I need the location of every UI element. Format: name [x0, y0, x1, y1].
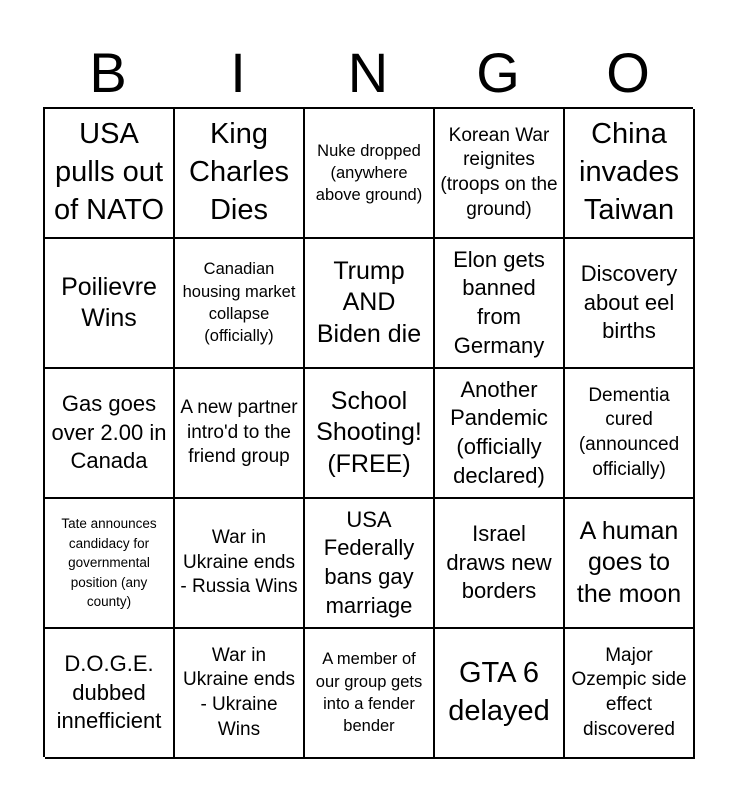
bingo-cell[interactable]	[45, 109, 175, 239]
bingo-cell[interactable]	[175, 629, 305, 759]
bingo-cell[interactable]	[175, 369, 305, 499]
header-letter-g: G	[476, 41, 520, 104]
cell-text: A new partner intro'd to the friend group	[180, 396, 298, 468]
bingo-cell[interactable]	[305, 629, 435, 759]
cell-text: Israel draws new borders	[446, 521, 552, 604]
bingo-cell[interactable]	[435, 369, 565, 499]
bingo-cell[interactable]	[565, 369, 695, 499]
bingo-header	[43, 42, 693, 104]
cell-text: A human goes to the moon	[576, 517, 682, 608]
bingo-cell[interactable]	[175, 109, 305, 239]
bingo-cell[interactable]	[435, 109, 565, 239]
cell-text: War in Ukraine ends - Russia Wins	[180, 526, 298, 598]
cell-text: Korean War reignites (troops on the ground)	[440, 124, 558, 220]
bingo-cell[interactable]	[435, 499, 565, 629]
bingo-cell[interactable]	[175, 499, 305, 629]
cell-text: China invades Taiwan	[579, 118, 679, 226]
bingo-cell[interactable]	[565, 239, 695, 369]
bingo-cell[interactable]	[305, 109, 435, 239]
header-letter-b: B	[89, 41, 127, 104]
cell-text: King Charles Dies	[189, 118, 289, 226]
bingo-cell[interactable]	[305, 369, 435, 499]
cell-text: School Shooting! (FREE)	[316, 387, 422, 478]
bingo-cell[interactable]	[435, 239, 565, 369]
cell-text: War in Ukraine ends - Ukraine Wins	[183, 644, 295, 740]
cell-text: Canadian housing market collapse (officially)	[182, 260, 296, 346]
cell-text: Nuke dropped (anywhere above ground)	[315, 141, 423, 205]
cell-text: GTA 6 delayed	[448, 657, 550, 727]
bingo-cell[interactable]	[565, 499, 695, 629]
cell-text: Another Pandemic (officially declared)	[450, 376, 548, 488]
bingo-cell[interactable]	[435, 629, 565, 759]
bingo-cell[interactable]	[45, 629, 175, 759]
cell-text: Major Ozempic side effect discovered	[571, 644, 687, 740]
cell-text: USA pulls out of NATO	[53, 118, 165, 226]
bingo-cell[interactable]	[305, 239, 435, 369]
cell-text: Dementia cured (announced officially)	[578, 384, 680, 480]
cell-text: D.O.G.E. dubbed innefficient	[56, 651, 162, 734]
bingo-cell[interactable]	[175, 239, 305, 369]
cell-text: Gas goes over 2.00 in Canada	[51, 391, 167, 474]
bingo-cell[interactable]	[305, 499, 435, 629]
cell-text: USA Federally bans gay marriage	[323, 506, 415, 618]
bingo-cell[interactable]	[565, 629, 695, 759]
cell-text: Discovery about eel births	[580, 261, 678, 344]
cell-text: Poilievre Wins	[61, 272, 157, 332]
cell-text: Trump AND Biden die	[316, 257, 422, 348]
bingo-cell[interactable]	[45, 239, 175, 369]
header-letter-n: N	[347, 41, 389, 104]
bingo-board	[43, 107, 693, 757]
cell-text: Elon gets banned from Germany	[453, 246, 545, 358]
bingo-cell[interactable]	[565, 109, 695, 239]
header-letter-o: O	[606, 41, 650, 104]
cell-text: Tate announces candidacy for governmental position (any county)	[61, 516, 157, 610]
bingo-cell[interactable]	[45, 369, 175, 499]
bingo-cell[interactable]	[45, 499, 175, 629]
header-letter-i: I	[230, 41, 246, 104]
cell-text: A member of our group gets into a fender bender	[315, 650, 423, 736]
